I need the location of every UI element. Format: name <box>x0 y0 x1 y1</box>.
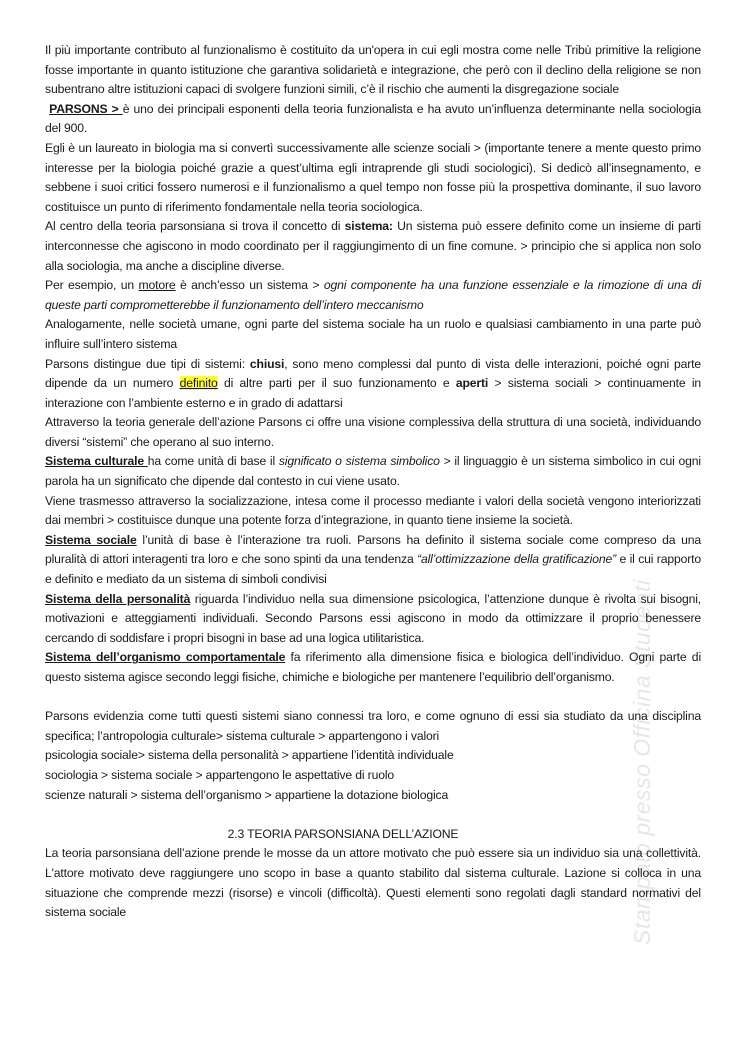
text: ha come unità di base il <box>147 454 279 469</box>
paragraph-teoria-azione: Attraverso la teoria generale dell’azione Parsons ci offre una visione complessiva della struttura di una società, individuando diversi “sistemi” che operano al suo interno. <box>45 415 701 449</box>
term-motore: motore <box>138 278 176 293</box>
paragraph-motore <box>45 276 701 315</box>
text: Al centro della teoria parsonsiana si trova il concetto di <box>45 219 345 234</box>
paragraph-biography: Egli è un laureato in biologia ma si convertì successivamente alle scienze sociali > (importante tenere a mente questo primo interesse per la biologia poiché grazie a quest’ultima egli intraprende gli studi sociologici). Si dedicò all’insegnamento, e sebbene i suoi critici fossero numerosi e il funzionalismo a quel tempo non fosse più la prospettiva dominante, il suo lavoro costituisce un punto di riferimento fondamentale nella teoria sociologica. <box>45 140 701 214</box>
paragraph-connessioni: Parsons evidenzia come tutti questi sistemi siano connessi tra loro, e come ognuno di essi sia studiato da una disciplina specifica; l’antropologia culturale> sistema culturale > appartengono i valori <box>45 709 701 743</box>
text: è uno dei principali esponenti della teoria funzionalista e ha avuto un’influenza determinante nella sociologia del 900. <box>45 101 701 136</box>
italic-text: “all’ottimizzazione della gratificazione” <box>417 552 616 567</box>
paragraph-sistema <box>45 217 701 276</box>
document-page <box>45 41 701 923</box>
text: , sono meno complessi dal punto di vista delle interazioni, poiché ogni parte dipende da un numero <box>45 356 701 391</box>
text: è anch’esso un sistema > <box>175 278 324 293</box>
spacer <box>45 688 701 708</box>
italic-text: ogni componente ha una funzione essenziale e la rimozione di una di queste parti comprometterebbe il funzionamento dell’intero meccanismo <box>45 278 701 312</box>
text: Parsons distingue due tipi di sistemi: <box>45 356 250 371</box>
paragraph-sistema-culturale <box>45 452 701 491</box>
term-sistema: sistema: <box>344 219 393 234</box>
spacer <box>45 805 701 825</box>
list-item: sociologia > sistema sociale > appartengono le aspettative di ruolo <box>45 767 395 782</box>
text: > sistema sociali > continuamente in interazione con l’ambiente esterno e in grado di adattarsi <box>45 376 701 410</box>
paragraph-parsons <box>45 100 701 139</box>
italic-text: significato o sistema simbolico <box>278 454 440 469</box>
parsons-label: PARSONS > <box>49 101 123 116</box>
text: Un sistema può essere definito come un insieme di parti interconnesse che agiscono in modo coordinato per il raggiungimento di un fine comune. > principio che si applica non solo alla sociologia, ma anche a discipline diverse. <box>45 219 701 273</box>
list-item: psicologia sociale> sistema della personalità > appartiene l’identità individuale <box>45 748 454 763</box>
term-chiusi: chiusi <box>249 356 285 371</box>
paragraph-azione: La teoria parsonsiana dell’azione prende le mosse da un attore motivato che può essere sia un individuo sia una collettività. L'attore motivato deve raggiungere uno scopo in base a quanto stabilito dal sistema culturale. Lazione si colloca in una situazione che comprende mezzi (risorse) e vincoli (difficoltà). Questi elementi sono regolati dagli standard normativi del sistema sociale <box>45 846 701 920</box>
text: > il linguaggio è un sistema simbolico in cui ogni parola ha un significato che dipende dal contesto in cui viene usato. <box>45 454 701 489</box>
text: l’unità di base è l’interazione tra ruoli. Parsons ha definito il sistema sociale come compreso da una pluralità di attori interagenti tra loro e che sono spinti da una tendenza <box>45 532 702 567</box>
paragraph-sistema-sociale <box>45 531 701 590</box>
term-sistema-organismo: Sistema dell’organismo comportamentale <box>45 650 286 665</box>
text: Per esempio, un <box>45 278 139 293</box>
section-heading: 2.3 TEORIA PARSONSIANA DELL’AZIONE <box>227 826 459 841</box>
paragraph-socializzazione: Viene trasmesso attraverso la socializzazione, intesa come il processo mediante i valori della società vengono interiorizzati dai membri > costituisce dunque una potente forza d’integrazione, in quanto tiene insieme la società. <box>45 493 701 528</box>
paragraph-tipi-sistemi <box>45 355 701 414</box>
term-sistema-sociale: Sistema sociale <box>45 532 137 547</box>
term-aperti: aperti <box>455 376 489 391</box>
text: fa riferimento alla dimensione fisica e biologica dell’individuo. Ogni parte di questo sistema agisce secondo leggi fisiche, chimiche e biologiche per mantenere l’equilibrio dell’organismo. <box>45 650 701 684</box>
text: di altre parti per il suo funzionamento e <box>217 376 456 391</box>
text: e il cui rapporto e definito e mediato da un sistema di simboli condivisi <box>45 552 702 587</box>
list-item: scienze naturali > sistema dell’organismo > appartiene la dotazione biologica <box>45 787 449 802</box>
text: riguarda l’individuo nella sua dimensione psicologica, l’attenzione dunque è rivolta sui bisogni, motivazioni e atteggiamenti individuali. Secondo Parsons essi agiscono in modo da ottimizzare il proprio benessere cercando di soddisfare i propri bisogni in base ad una logica utilitaristica. <box>45 591 701 645</box>
term-sistema-culturale: Sistema culturale <box>45 454 148 469</box>
paragraph-intro: Il più importante contributo al funzionalismo è costituito da un'opera in cui egli mostra come nelle Tribù primitive la religione fosse importante in quanto istituzione che garantiva solidarietà e integrazione, che però con il declino della religione se non subentrano altre istituzioni capaci di svolgere funzioni simili, c’è il rischio che aumenti la disgregazione sociale <box>45 43 701 97</box>
paragraph-organismo <box>45 648 701 687</box>
paragraph-personalita <box>45 590 701 649</box>
paragraph-analogamente: Analogamente, nelle società umane, ogni parte del sistema sociale ha un ruolo e qualsiasi cambiamento in una parte può influire sull’intero sistema <box>45 317 701 351</box>
term-sistema-personalita: Sistema della personalità <box>45 591 191 606</box>
watermark: Stampato presso Officina Studenti <box>629 579 655 945</box>
highlighted-definito: definito <box>179 376 218 391</box>
